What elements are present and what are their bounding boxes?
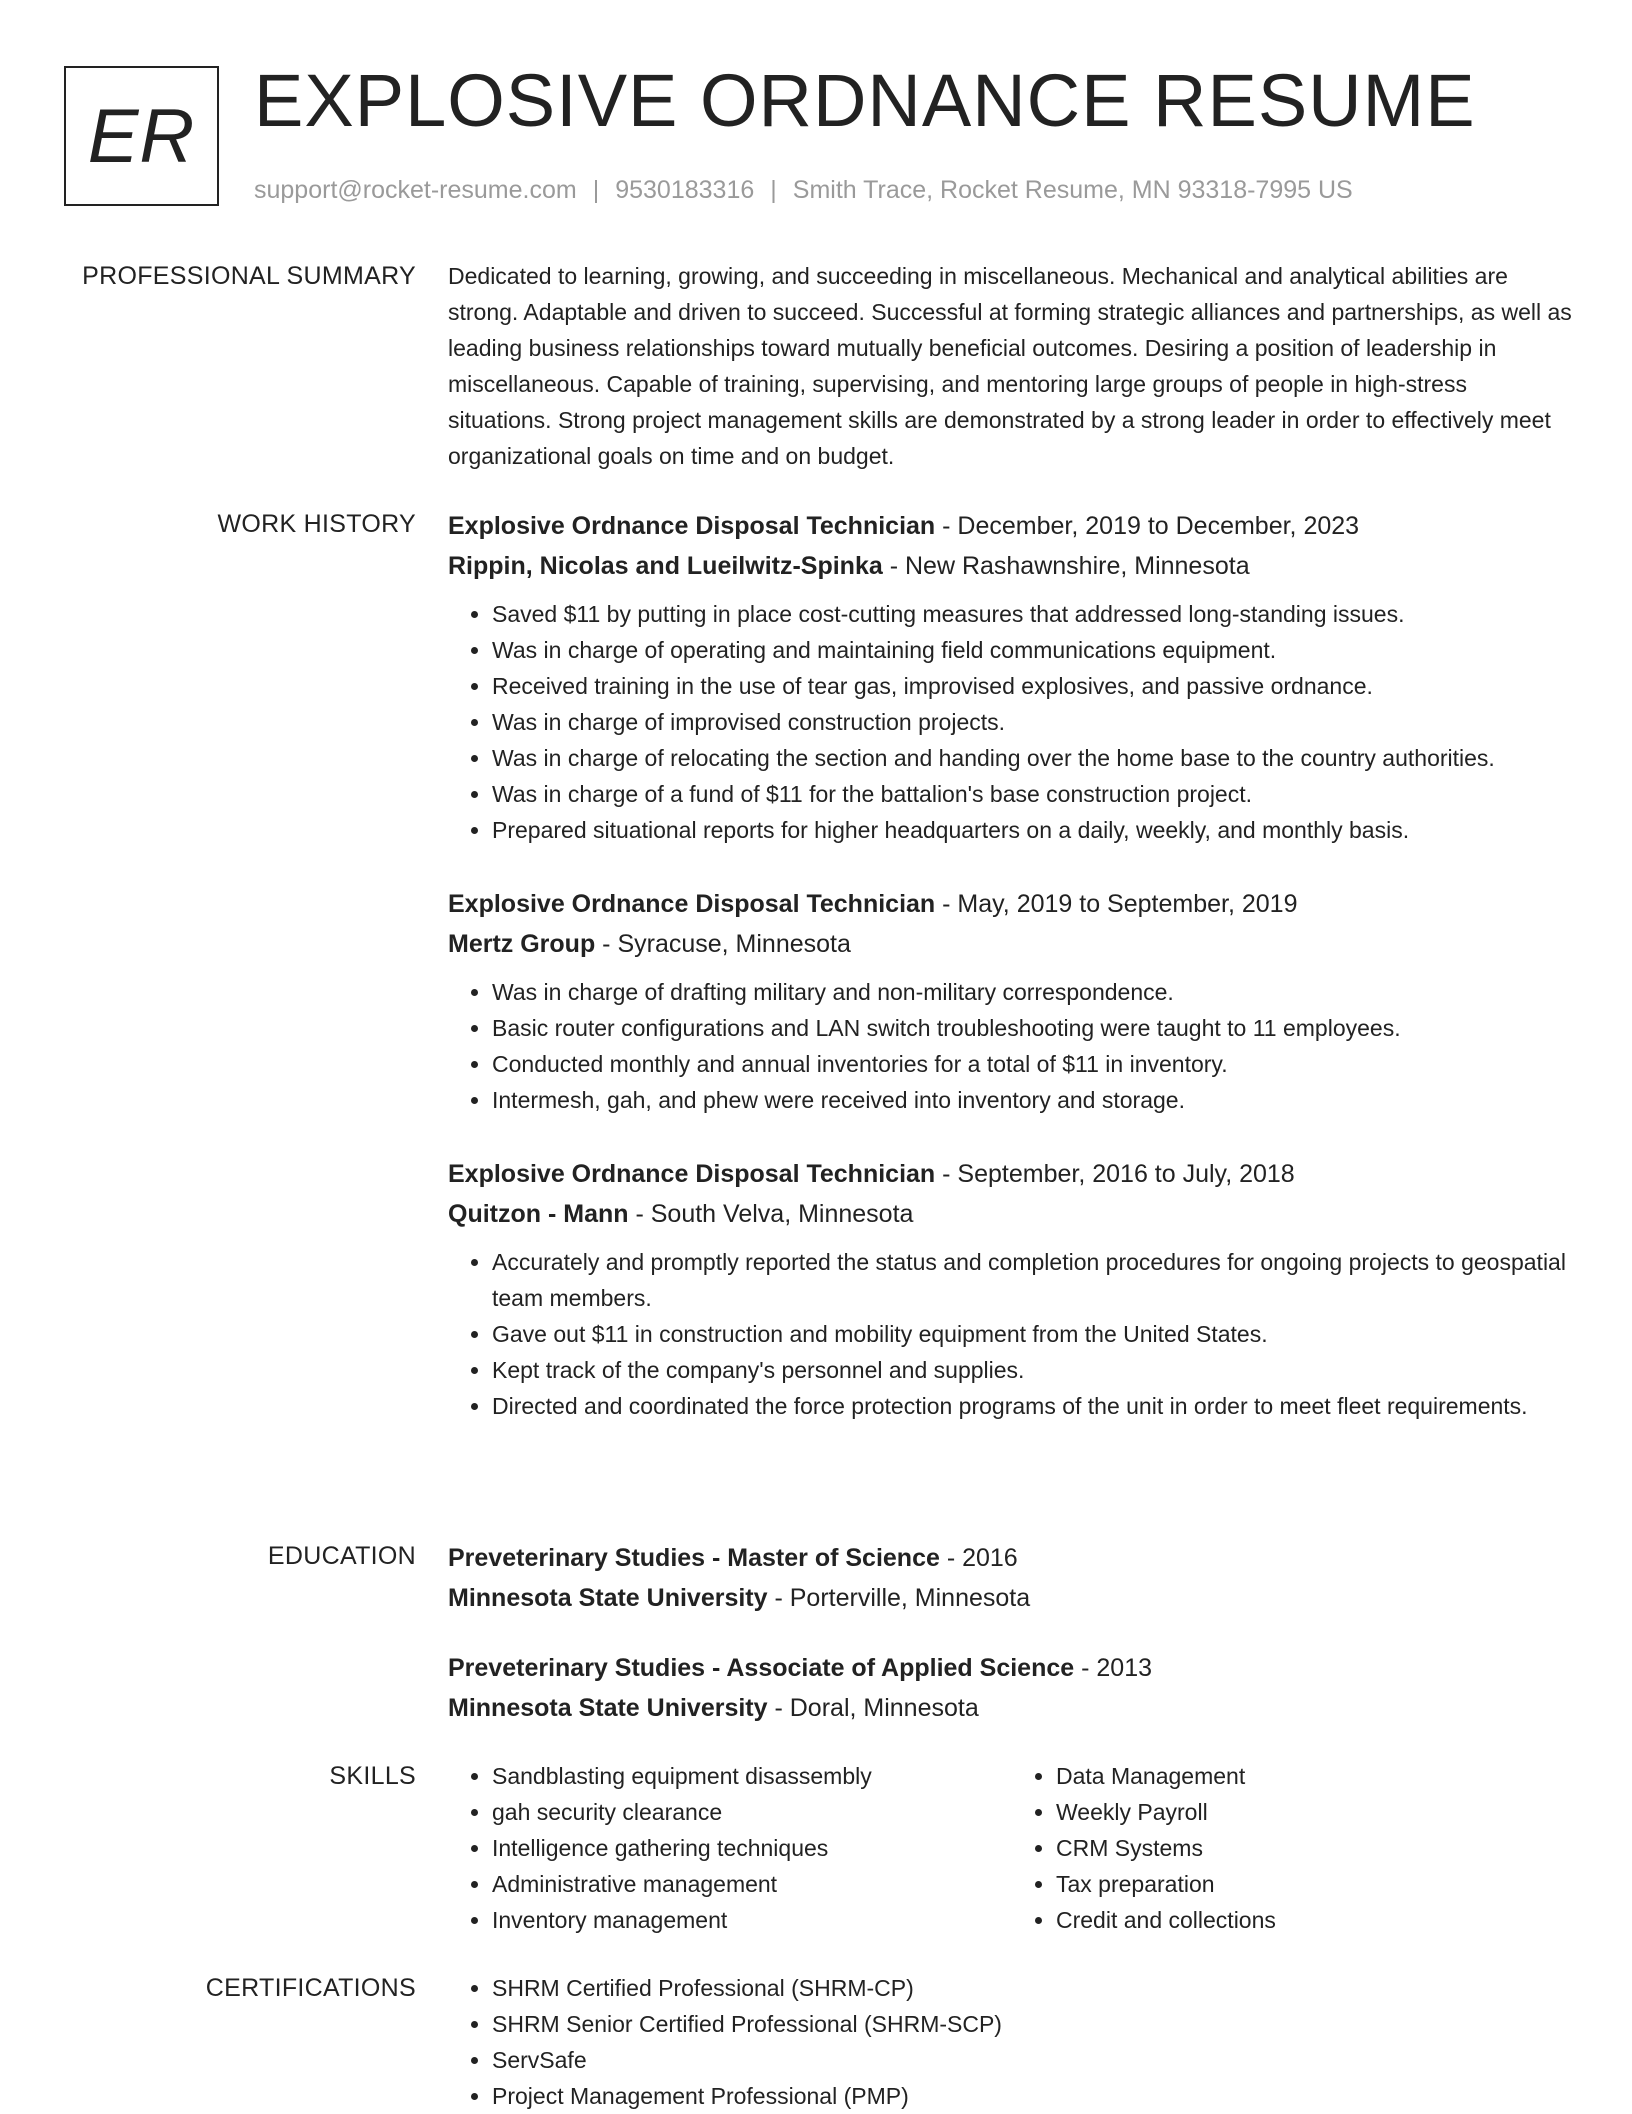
contact-separator: | — [770, 176, 777, 204]
phone-number: 9530183316 — [615, 176, 755, 204]
job-bullet: • Accurately and promptly reported the status and completion procedures for ongoing projects to geospatial team members. — [492, 1244, 1576, 1316]
skills-body — [448, 1758, 1576, 1938]
school-location: - Porterville, Minnesota — [774, 1584, 1031, 1612]
skill-item: • Weekly Payroll — [1056, 1794, 1576, 1830]
job-company: Rippin, Nicolas and Lueilwitz-Spinka — [448, 552, 883, 580]
section-label-summary: PROFESSIONAL SUMMARY — [82, 262, 416, 290]
job-location: - South Velva, Minnesota — [635, 1200, 914, 1228]
section-label-skills: SKILLS — [329, 1762, 416, 1790]
school-line — [448, 1578, 1576, 1618]
job-title-line — [448, 1154, 1576, 1194]
job-location: - New Rashawnshire, Minnesota — [889, 552, 1250, 580]
job-bullet: • Was in charge of relocating the section and handing over the home base to the country authorities. — [492, 740, 1576, 776]
skill-item: • Inventory management — [492, 1902, 1012, 1938]
education-entry — [448, 1538, 1576, 1618]
job-bullet: • Gave out $11 in construction and mobility equipment from the United States. — [492, 1316, 1576, 1352]
school: Minnesota State University — [448, 1584, 768, 1612]
job-title-line — [448, 506, 1576, 546]
skills-list-left — [448, 1758, 1012, 1938]
job-bullet: • Prepared situational reports for higher headquarters on a daily, weekly, and monthly basis. — [492, 812, 1576, 848]
job-bullet: • Basic router configurations and LAN switch troubleshooting were taught to 11 employees. — [492, 1010, 1576, 1046]
school-location: - Doral, Minnesota — [774, 1694, 979, 1722]
degree: Preveterinary Studies - Master of Science — [448, 1544, 940, 1572]
section-label-certifications: CERTIFICATIONS — [205, 1974, 416, 2002]
certification-item: • Project Management Professional (PMP) — [492, 2078, 1576, 2114]
certification-item: • SHRM Certified Professional (SHRM-CP) — [492, 1970, 1576, 2006]
summary-body — [448, 258, 1576, 474]
job-company-line — [448, 1194, 1576, 1234]
email-link[interactable]: support@rocket-resume.com — [254, 176, 577, 204]
school: Minnesota State University — [448, 1694, 768, 1722]
job-bullet: • Conducted monthly and annual inventories for a total of $11 in inventory. — [492, 1046, 1576, 1082]
job-company-line — [448, 546, 1576, 586]
job-title: Explosive Ordnance Disposal Technician — [448, 890, 936, 918]
degree-line — [448, 1538, 1576, 1578]
skills-columns — [448, 1758, 1576, 1938]
job-company: Quitzon - Mann — [448, 1200, 629, 1228]
job-title-line — [448, 884, 1576, 924]
skill-item: • CRM Systems — [1056, 1830, 1576, 1866]
job-entry — [448, 884, 1576, 1118]
contact-line — [254, 174, 1353, 206]
job-company-line — [448, 924, 1576, 964]
section-label-work: WORK HISTORY — [217, 510, 416, 538]
job-title: Explosive Ordnance Disposal Technician — [448, 1160, 936, 1188]
job-bullets — [448, 1244, 1576, 1424]
certification-item: • SHRM Senior Certified Professional (SHRM-SCP) — [492, 2006, 1576, 2042]
job-bullet: • Saved $11 by putting in place cost-cutting measures that addressed long-standing issues. — [492, 596, 1576, 632]
skill-item: • Intelligence gathering techniques — [492, 1830, 1012, 1866]
certification-item: • ServSafe — [492, 2042, 1576, 2078]
address: Smith Trace, Rocket Resume, MN 93318-7995 US — [792, 176, 1353, 204]
job-bullet: • Was in charge of drafting military and non-military correspondence. — [492, 974, 1576, 1010]
job-dates: - September, 2016 to July, 2018 — [942, 1160, 1295, 1188]
job-bullet: • Kept track of the company's personnel and supplies. — [492, 1352, 1576, 1388]
skill-item: • Sandblasting equipment disassembly — [492, 1758, 1012, 1794]
degree-line — [448, 1648, 1576, 1688]
skill-item: • Tax preparation — [1056, 1866, 1576, 1902]
degree: Preveterinary Studies - Associate of Applied Science — [448, 1654, 1075, 1682]
skill-item: • Administrative management — [492, 1866, 1012, 1902]
skills-list-right — [1012, 1758, 1576, 1938]
job-bullets — [448, 974, 1576, 1118]
job-bullet: • Received training in the use of tear gas, improvised explosives, and passive ordnance. — [492, 668, 1576, 704]
job-dates: - December, 2019 to December, 2023 — [942, 512, 1360, 540]
skill-item: • gah security clearance — [492, 1794, 1012, 1830]
job-entry — [448, 506, 1576, 848]
school-line — [448, 1688, 1576, 1728]
job-location: - Syracuse, Minnesota — [602, 930, 851, 958]
job-bullets — [448, 596, 1576, 848]
certifications-list — [448, 1970, 1576, 2114]
certifications-body — [448, 1970, 1576, 2114]
resume-title: EXPLOSIVE ORDNANCE RESUME — [254, 59, 1476, 142]
job-bullet: • Directed and coordinated the force protection programs of the unit in order to meet fleet requirements. — [492, 1388, 1576, 1424]
job-bullet: • Was in charge of operating and maintaining field communications equipment. — [492, 632, 1576, 668]
job-company: Mertz Group — [448, 930, 596, 958]
degree-year: - 2013 — [1081, 1654, 1152, 1682]
degree-year: - 2016 — [946, 1544, 1018, 1572]
job-bullet: • Intermesh, gah, and phew were received into inventory and storage. — [492, 1082, 1576, 1118]
job-bullet: • Was in charge of a fund of $11 for the battalion's base construction project. — [492, 776, 1576, 812]
job-dates: - May, 2019 to September, 2019 — [942, 890, 1298, 918]
summary-text: Dedicated to learning, growing, and succeeding in miscellaneous. Mechanical and analytical abilities are strong. Adaptable and driven to succeed. Successful at forming strategic alliances and partnerships, as well as leading business relationships toward mutually beneficial outcomes. Desiring a position of leadership in miscellaneous. Capable of training, supervising, and mentoring large groups of people in high-stress situations. Strong project management skills are demonstrated by a strong leader in order to effectively meet organizational goals on time and on budget. — [448, 263, 1572, 469]
section-label-education: EDUCATION — [267, 1542, 416, 1570]
job-bullet: • Was in charge of improvised construction projects. — [492, 704, 1576, 740]
education-entry — [448, 1648, 1576, 1728]
job-title: Explosive Ordnance Disposal Technician — [448, 512, 936, 540]
monogram-logo: ER — [64, 66, 219, 206]
skill-item: • Credit and collections — [1056, 1902, 1576, 1938]
skill-item: • Data Management — [1056, 1758, 1576, 1794]
work-history-body — [448, 506, 1576, 1460]
contact-separator: | — [592, 176, 600, 204]
education-body — [448, 1538, 1576, 1758]
job-entry — [448, 1154, 1576, 1424]
